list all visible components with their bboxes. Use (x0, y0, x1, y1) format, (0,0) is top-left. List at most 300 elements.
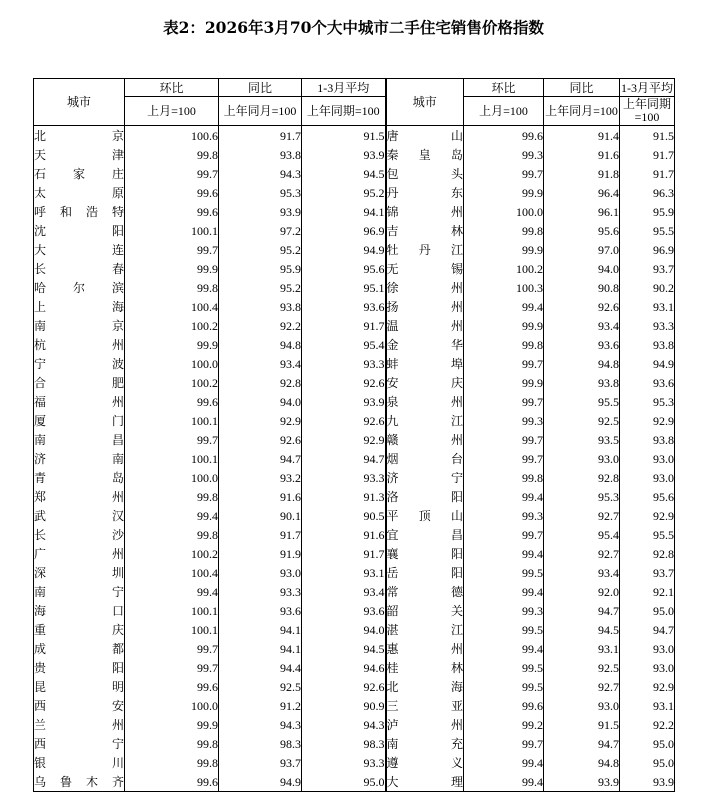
city-left-cell: 沈阳 (34, 221, 125, 240)
mom-right-cell: 99.7 (464, 449, 544, 468)
table-row (34, 202, 675, 221)
table-row (34, 525, 675, 544)
city-right-cell: 牡丹江 (386, 240, 464, 259)
yoy-left-cell: 91.7 (219, 126, 302, 146)
city-right-cell: 平顶山 (386, 506, 464, 525)
avg-left-cell: 91.7 (302, 316, 386, 335)
table-row (34, 240, 675, 259)
city-right-cell: 泸州 (386, 715, 464, 734)
table-row (34, 278, 675, 297)
avg-right-cell: 93.0 (620, 449, 675, 468)
avg-left-cell: 93.6 (302, 601, 386, 620)
city-right-cell: 安庆 (386, 373, 464, 392)
yoy-left-cell: 98.3 (219, 734, 302, 753)
table-title: 表2：2026年3月70个大中城市二手住宅销售价格指数 (163, 18, 544, 37)
avg-left-cell: 93.1 (302, 563, 386, 582)
yoy-left-cell: 93.2 (219, 468, 302, 487)
header-city-left: 城市 (34, 79, 125, 126)
table-row (34, 430, 675, 449)
yoy-right-cell: 96.4 (544, 183, 620, 202)
mom-left-cell: 100.1 (125, 601, 219, 620)
avg-left-cell: 96.9 (302, 221, 386, 240)
yoy-right-cell: 94.0 (544, 259, 620, 278)
avg-left-cell: 94.5 (302, 639, 386, 658)
table-row (34, 487, 675, 506)
mom-right-cell: 99.7 (464, 164, 544, 183)
yoy-left-cell: 93.4 (219, 354, 302, 373)
city-left-cell: 重庆 (34, 620, 125, 639)
mom-left-cell: 100.6 (125, 126, 219, 146)
avg-right-cell: 95.5 (620, 525, 675, 544)
mom-left-cell: 99.7 (125, 639, 219, 658)
yoy-left-cell: 95.2 (219, 240, 302, 259)
avg-left-cell: 92.6 (302, 677, 386, 696)
yoy-left-cell: 90.1 (219, 506, 302, 525)
avg-right-cell: 91.7 (620, 145, 675, 164)
yoy-left-cell: 94.9 (219, 772, 302, 792)
yoy-left-cell: 94.1 (219, 620, 302, 639)
city-right-cell: 扬州 (386, 297, 464, 316)
city-right-cell: 徐州 (386, 278, 464, 297)
avg-right-cell: 93.0 (620, 468, 675, 487)
mom-right-cell: 99.6 (464, 126, 544, 146)
avg-left-cell: 91.5 (302, 126, 386, 146)
yoy-right-cell: 91.5 (544, 715, 620, 734)
city-right-cell: 遵义 (386, 753, 464, 772)
mom-right-cell: 99.6 (464, 696, 544, 715)
mom-right-cell: 99.2 (464, 715, 544, 734)
yoy-right-cell: 97.0 (544, 240, 620, 259)
mom-right-cell: 99.4 (464, 487, 544, 506)
avg-left-cell: 93.9 (302, 392, 386, 411)
mom-right-cell: 99.3 (464, 411, 544, 430)
city-right-cell: 岳阳 (386, 563, 464, 582)
avg-right-cell: 95.0 (620, 753, 675, 772)
mom-left-cell: 100.1 (125, 221, 219, 240)
avg-left-cell: 93.4 (302, 582, 386, 601)
mom-right-cell: 99.3 (464, 601, 544, 620)
mom-left-cell: 99.8 (125, 487, 219, 506)
yoy-right-cell: 93.4 (544, 316, 620, 335)
mom-right-cell: 99.9 (464, 316, 544, 335)
mom-right-cell: 99.3 (464, 506, 544, 525)
city-left-cell: 上海 (34, 297, 125, 316)
table-row (34, 620, 675, 639)
avg-left-cell: 98.3 (302, 734, 386, 753)
yoy-left-cell: 94.0 (219, 392, 302, 411)
city-right-cell: 丹东 (386, 183, 464, 202)
table-row (34, 696, 675, 715)
table-row (34, 145, 675, 164)
header-yoy-left: 同比 (219, 79, 302, 97)
city-right-cell: 韶关 (386, 601, 464, 620)
mom-right-cell: 99.7 (464, 430, 544, 449)
city-left-cell: 银川 (34, 753, 125, 772)
yoy-right-cell: 94.8 (544, 354, 620, 373)
mom-right-cell: 99.4 (464, 753, 544, 772)
yoy-left-cell: 91.7 (219, 525, 302, 544)
avg-right-cell: 92.8 (620, 544, 675, 563)
table-row (34, 468, 675, 487)
yoy-left-cell: 92.6 (219, 430, 302, 449)
avg-right-cell: 95.0 (620, 601, 675, 620)
table-row (34, 354, 675, 373)
mom-right-cell: 99.4 (464, 772, 544, 792)
avg-right-cell: 93.8 (620, 430, 675, 449)
table-row (34, 183, 675, 202)
mom-right-cell: 99.4 (464, 297, 544, 316)
avg-left-cell: 90.9 (302, 696, 386, 715)
city-right-cell: 唐山 (386, 126, 464, 146)
avg-left-cell: 95.4 (302, 335, 386, 354)
yoy-left-cell: 93.8 (219, 145, 302, 164)
mom-left-cell: 100.2 (125, 544, 219, 563)
table-row (34, 658, 675, 677)
yoy-right-cell: 92.6 (544, 297, 620, 316)
city-left-cell: 宁波 (34, 354, 125, 373)
city-left-cell: 杭州 (34, 335, 125, 354)
table-row (34, 164, 675, 183)
table-row (34, 563, 675, 582)
city-left-cell: 南京 (34, 316, 125, 335)
yoy-right-cell: 96.1 (544, 202, 620, 221)
table-row (34, 392, 675, 411)
yoy-right-cell: 92.0 (544, 582, 620, 601)
avg-right-cell: 93.7 (620, 563, 675, 582)
city-right-cell: 无锡 (386, 259, 464, 278)
table-row (34, 259, 675, 278)
city-left-cell: 西安 (34, 696, 125, 715)
mom-right-cell: 99.8 (464, 335, 544, 354)
mom-left-cell: 99.7 (125, 658, 219, 677)
mom-right-cell: 99.4 (464, 582, 544, 601)
header-mom-base-left: 上月=100 (125, 97, 219, 126)
mom-left-cell: 99.7 (125, 430, 219, 449)
city-left-cell: 长春 (34, 259, 125, 278)
header-yoy-base-left: 上年同月=100 (219, 97, 302, 126)
mom-right-cell: 99.5 (464, 677, 544, 696)
mom-left-cell: 99.4 (125, 582, 219, 601)
yoy-right-cell: 93.8 (544, 373, 620, 392)
mom-right-cell: 99.4 (464, 544, 544, 563)
mom-left-cell: 99.9 (125, 259, 219, 278)
yoy-left-cell: 93.8 (219, 297, 302, 316)
city-right-cell: 吉林 (386, 221, 464, 240)
header-avg-base-right: 上年同期=100 (620, 97, 675, 126)
city-right-cell: 蚌埠 (386, 354, 464, 373)
city-left-cell: 南宁 (34, 582, 125, 601)
avg-right-cell: 95.0 (620, 734, 675, 753)
yoy-right-cell: 93.4 (544, 563, 620, 582)
avg-right-cell: 95.3 (620, 392, 675, 411)
mom-right-cell: 99.7 (464, 734, 544, 753)
table-row (34, 734, 675, 753)
city-right-cell: 南充 (386, 734, 464, 753)
avg-left-cell: 93.9 (302, 145, 386, 164)
city-left-cell: 合肥 (34, 373, 125, 392)
mom-right-cell: 99.9 (464, 240, 544, 259)
yoy-right-cell: 92.5 (544, 411, 620, 430)
mom-right-cell: 99.5 (464, 620, 544, 639)
city-right-cell: 惠州 (386, 639, 464, 658)
table-row (34, 126, 675, 146)
yoy-right-cell: 93.0 (544, 696, 620, 715)
mom-right-cell: 99.9 (464, 183, 544, 202)
avg-left-cell: 90.5 (302, 506, 386, 525)
city-right-cell: 北海 (386, 677, 464, 696)
city-left-cell: 武汉 (34, 506, 125, 525)
avg-left-cell: 93.3 (302, 753, 386, 772)
mom-left-cell: 99.6 (125, 392, 219, 411)
city-right-cell: 金华 (386, 335, 464, 354)
yoy-right-cell: 92.7 (544, 677, 620, 696)
mom-left-cell: 99.8 (125, 278, 219, 297)
table-row (34, 753, 675, 772)
city-right-cell: 温州 (386, 316, 464, 335)
city-left-cell: 大连 (34, 240, 125, 259)
avg-right-cell: 93.6 (620, 373, 675, 392)
city-left-cell: 贵阳 (34, 658, 125, 677)
avg-right-cell: 92.9 (620, 506, 675, 525)
table-row (34, 639, 675, 658)
mom-left-cell: 99.8 (125, 753, 219, 772)
table-row (34, 544, 675, 563)
table-row (34, 582, 675, 601)
yoy-left-cell: 97.2 (219, 221, 302, 240)
yoy-left-cell: 94.3 (219, 164, 302, 183)
avg-right-cell: 91.5 (620, 126, 675, 146)
mom-left-cell: 99.8 (125, 145, 219, 164)
yoy-right-cell: 94.8 (544, 753, 620, 772)
yoy-left-cell: 95.3 (219, 183, 302, 202)
mom-left-cell: 99.8 (125, 525, 219, 544)
avg-left-cell: 94.9 (302, 240, 386, 259)
avg-left-cell: 95.0 (302, 772, 386, 792)
yoy-right-cell: 92.5 (544, 658, 620, 677)
avg-right-cell: 95.6 (620, 487, 675, 506)
mom-right-cell: 99.4 (464, 639, 544, 658)
avg-right-cell: 94.9 (620, 354, 675, 373)
avg-left-cell: 94.6 (302, 658, 386, 677)
avg-right-cell: 93.0 (620, 639, 675, 658)
yoy-left-cell: 91.6 (219, 487, 302, 506)
mom-left-cell: 100.0 (125, 354, 219, 373)
city-right-cell: 湛江 (386, 620, 464, 639)
city-left-cell: 呼和浩特 (34, 202, 125, 221)
city-right-cell: 赣州 (386, 430, 464, 449)
city-left-cell: 广州 (34, 544, 125, 563)
avg-left-cell: 94.1 (302, 202, 386, 221)
yoy-right-cell: 95.4 (544, 525, 620, 544)
yoy-left-cell: 93.7 (219, 753, 302, 772)
city-left-cell: 长沙 (34, 525, 125, 544)
mom-right-cell: 99.7 (464, 525, 544, 544)
avg-left-cell: 95.1 (302, 278, 386, 297)
city-left-cell: 厦门 (34, 411, 125, 430)
table-row (34, 316, 675, 335)
mom-left-cell: 100.4 (125, 297, 219, 316)
city-right-cell: 泉州 (386, 392, 464, 411)
yoy-right-cell: 92.8 (544, 468, 620, 487)
city-left-cell: 深圳 (34, 563, 125, 582)
mom-left-cell: 100.2 (125, 373, 219, 392)
yoy-right-cell: 91.8 (544, 164, 620, 183)
yoy-right-cell: 95.5 (544, 392, 620, 411)
table-row (34, 221, 675, 240)
city-left-cell: 天津 (34, 145, 125, 164)
avg-right-cell: 92.2 (620, 715, 675, 734)
table-row (34, 373, 675, 392)
mom-right-cell: 99.3 (464, 145, 544, 164)
city-right-cell: 济宁 (386, 468, 464, 487)
yoy-left-cell: 92.5 (219, 677, 302, 696)
yoy-left-cell: 91.9 (219, 544, 302, 563)
avg-right-cell: 93.9 (620, 772, 675, 792)
city-right-cell: 宜昌 (386, 525, 464, 544)
city-right-cell: 桂林 (386, 658, 464, 677)
mom-left-cell: 100.1 (125, 449, 219, 468)
city-left-cell: 南昌 (34, 430, 125, 449)
header-avg-right: 1-3月平均 (621, 80, 673, 95)
avg-right-cell: 95.9 (620, 202, 675, 221)
mom-left-cell: 99.6 (125, 183, 219, 202)
city-left-cell: 北京 (34, 126, 125, 146)
mom-right-cell: 99.9 (464, 373, 544, 392)
yoy-right-cell: 91.4 (544, 126, 620, 146)
avg-left-cell: 91.3 (302, 487, 386, 506)
yoy-right-cell: 91.6 (544, 145, 620, 164)
avg-right-cell: 96.3 (620, 183, 675, 202)
avg-left-cell: 91.7 (302, 544, 386, 563)
mom-right-cell: 100.2 (464, 259, 544, 278)
yoy-right-cell: 94.7 (544, 601, 620, 620)
yoy-right-cell: 95.6 (544, 221, 620, 240)
city-right-cell: 烟台 (386, 449, 464, 468)
avg-left-cell: 92.6 (302, 373, 386, 392)
mom-right-cell: 99.5 (464, 563, 544, 582)
header-mom-left: 环比 (125, 79, 219, 97)
avg-right-cell: 92.9 (620, 411, 675, 430)
yoy-left-cell: 91.2 (219, 696, 302, 715)
city-right-cell: 洛阳 (386, 487, 464, 506)
city-right-cell: 三亚 (386, 696, 464, 715)
avg-right-cell: 93.1 (620, 696, 675, 715)
city-left-cell: 福州 (34, 392, 125, 411)
city-left-cell: 昆明 (34, 677, 125, 696)
header-avg-base-left: 上年同期=100 (302, 97, 386, 126)
avg-right-cell: 90.2 (620, 278, 675, 297)
yoy-left-cell: 93.6 (219, 601, 302, 620)
mom-left-cell: 99.8 (125, 734, 219, 753)
price-index-table (33, 78, 675, 792)
header-yoy-right: 同比 (544, 79, 620, 97)
city-left-cell: 石家庄 (34, 164, 125, 183)
avg-right-cell: 93.7 (620, 259, 675, 278)
yoy-right-cell: 93.9 (544, 772, 620, 792)
avg-left-cell: 93.6 (302, 297, 386, 316)
mom-left-cell: 100.2 (125, 316, 219, 335)
yoy-right-cell: 93.5 (544, 430, 620, 449)
yoy-right-cell: 95.3 (544, 487, 620, 506)
table-row (34, 297, 675, 316)
avg-left-cell: 93.3 (302, 354, 386, 373)
mom-right-cell: 100.0 (464, 202, 544, 221)
avg-left-cell: 92.6 (302, 411, 386, 430)
avg-right-cell: 93.0 (620, 658, 675, 677)
mom-left-cell: 99.9 (125, 335, 219, 354)
header-yoy-base-right: 上年同月=100 (544, 97, 620, 126)
yoy-left-cell: 93.0 (219, 563, 302, 582)
avg-right-cell: 92.1 (620, 582, 675, 601)
mom-right-cell: 99.7 (464, 354, 544, 373)
yoy-left-cell: 93.9 (219, 202, 302, 221)
yoy-right-cell: 90.8 (544, 278, 620, 297)
city-right-cell: 秦皇岛 (386, 145, 464, 164)
table-row (34, 449, 675, 468)
yoy-left-cell: 94.3 (219, 715, 302, 734)
avg-left-cell: 93.3 (302, 468, 386, 487)
header-city-right: 城市 (386, 79, 464, 126)
city-left-cell: 济南 (34, 449, 125, 468)
avg-right-cell: 92.9 (620, 677, 675, 696)
avg-left-cell: 91.6 (302, 525, 386, 544)
mom-left-cell: 99.6 (125, 772, 219, 792)
avg-right-cell: 93.8 (620, 335, 675, 354)
yoy-left-cell: 92.2 (219, 316, 302, 335)
mom-right-cell: 99.8 (464, 221, 544, 240)
mom-left-cell: 100.0 (125, 696, 219, 715)
city-left-cell: 海口 (34, 601, 125, 620)
avg-left-cell: 95.6 (302, 259, 386, 278)
header-avg-left: 1-3月平均 (302, 79, 386, 97)
table-row (34, 601, 675, 620)
yoy-right-cell: 93.1 (544, 639, 620, 658)
yoy-left-cell: 92.8 (219, 373, 302, 392)
yoy-right-cell: 93.0 (544, 449, 620, 468)
mom-right-cell: 100.3 (464, 278, 544, 297)
avg-right-cell: 91.7 (620, 164, 675, 183)
avg-left-cell: 94.3 (302, 715, 386, 734)
avg-left-cell: 92.9 (302, 430, 386, 449)
yoy-right-cell: 92.7 (544, 544, 620, 563)
mom-left-cell: 99.6 (125, 677, 219, 696)
yoy-right-cell: 94.5 (544, 620, 620, 639)
yoy-right-cell: 92.7 (544, 506, 620, 525)
mom-left-cell: 99.9 (125, 715, 219, 734)
avg-left-cell: 94.0 (302, 620, 386, 639)
city-left-cell: 兰州 (34, 715, 125, 734)
avg-left-cell: 95.2 (302, 183, 386, 202)
avg-right-cell: 95.5 (620, 221, 675, 240)
city-left-cell: 西宁 (34, 734, 125, 753)
city-left-cell: 太原 (34, 183, 125, 202)
city-left-cell: 成都 (34, 639, 125, 658)
mom-right-cell: 99.8 (464, 468, 544, 487)
mom-right-cell: 99.5 (464, 658, 544, 677)
mom-left-cell: 100.1 (125, 620, 219, 639)
city-right-cell: 锦州 (386, 202, 464, 221)
table-row (34, 715, 675, 734)
yoy-left-cell: 94.7 (219, 449, 302, 468)
table-header (34, 79, 675, 126)
mom-left-cell: 99.6 (125, 202, 219, 221)
header-mom-right: 环比 (464, 79, 544, 97)
avg-left-cell: 94.7 (302, 449, 386, 468)
avg-right-cell: 93.1 (620, 297, 675, 316)
city-left-cell: 乌鲁木齐 (34, 772, 125, 792)
mom-left-cell: 100.4 (125, 563, 219, 582)
city-right-cell: 襄阳 (386, 544, 464, 563)
